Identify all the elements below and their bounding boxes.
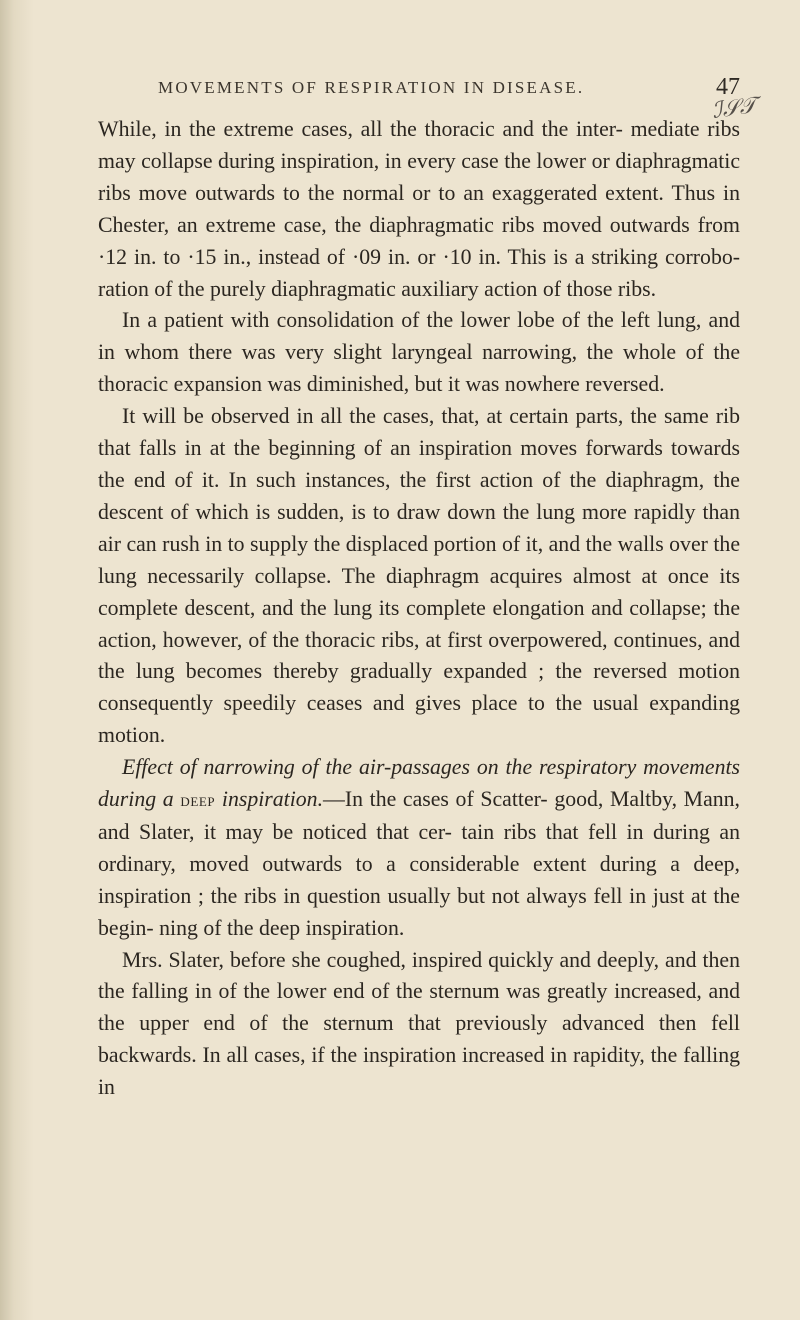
- paragraph: While, in the extreme cases, all the thoracic and the inter- mediate ribs may collapse during inspiration, in every case the lower or diaphragmatic ribs move outwards to the normal or to an exaggerated extent. Thus in Chester, an extreme case, the diaphragmatic ribs moved outwards from ·12 in. to ·15 in., instead of ·09 in. or ·10 in. This is a striking corrobo- ration of the purely diaphragmatic auxiliary action of those ribs.: [98, 117, 740, 301]
- section-heading-part: Effect of narrowing of the air-passages on the respiratory movements during a: [98, 755, 740, 812]
- page-header: [158, 74, 740, 104]
- paragraph: Mrs. Slater, before she coughed, inspired quickly and deeply, and then the falling in of the lower end of the sternum was greatly increased, and the upper end of the sternum that previously advanced then fell backwards. In all cases, if the inspiration increased in rapidity, the falling in: [98, 947, 740, 1100]
- page-number: 47: [716, 74, 740, 100]
- paragraph: It will be observed in all the cases, that, at certain parts, the same rib that falls in at the beginning of an inspiration moves forwards towards the end of it. In such instances, the first action of the diaphragm, the descent of which is sudden, is to draw down the lung more rapidly than air can rush in to supply the displaced portion of it, and the walls over the lung necessarily collapse. The diaphragm acquires almost at once its complete descent, and the lung its complete elongation and collapse; the action, however, of the thoracic ribs, at first overpowered, continues, and the lung becomes thereby gradually expanded ; the reversed motion consequently speedily ceases and gives place to the usual expanding motion.: [98, 404, 740, 748]
- body-text: [98, 114, 740, 1104]
- paragraph-text: —In the cases of Scatter- good, Maltby, Mann, and Slater, it may be noticed that cer- tain ribs that fell in during an ordinary, moved outwards to a considerable extent during a deep, inspiration ; the ribs in question usually but not always fell in just at the begin- ning of the deep inspiration.: [98, 787, 740, 940]
- paragraph: [98, 752, 740, 944]
- running-head: MOVEMENTS OF RESPIRATION IN DISEASE.: [158, 78, 585, 97]
- handwritten-marginal-mark: ℐ𝒮𝒯: [710, 93, 758, 124]
- section-heading-smallcaps: deep: [180, 790, 216, 811]
- section-heading-part: inspiration.: [215, 787, 324, 812]
- paragraph: In a patient with consolidation of the lower lobe of the left lung, and in whom there was very slight laryngeal narrowing, the whole of the thoracic expansion was diminished, but it was nowhere reversed.: [98, 308, 740, 397]
